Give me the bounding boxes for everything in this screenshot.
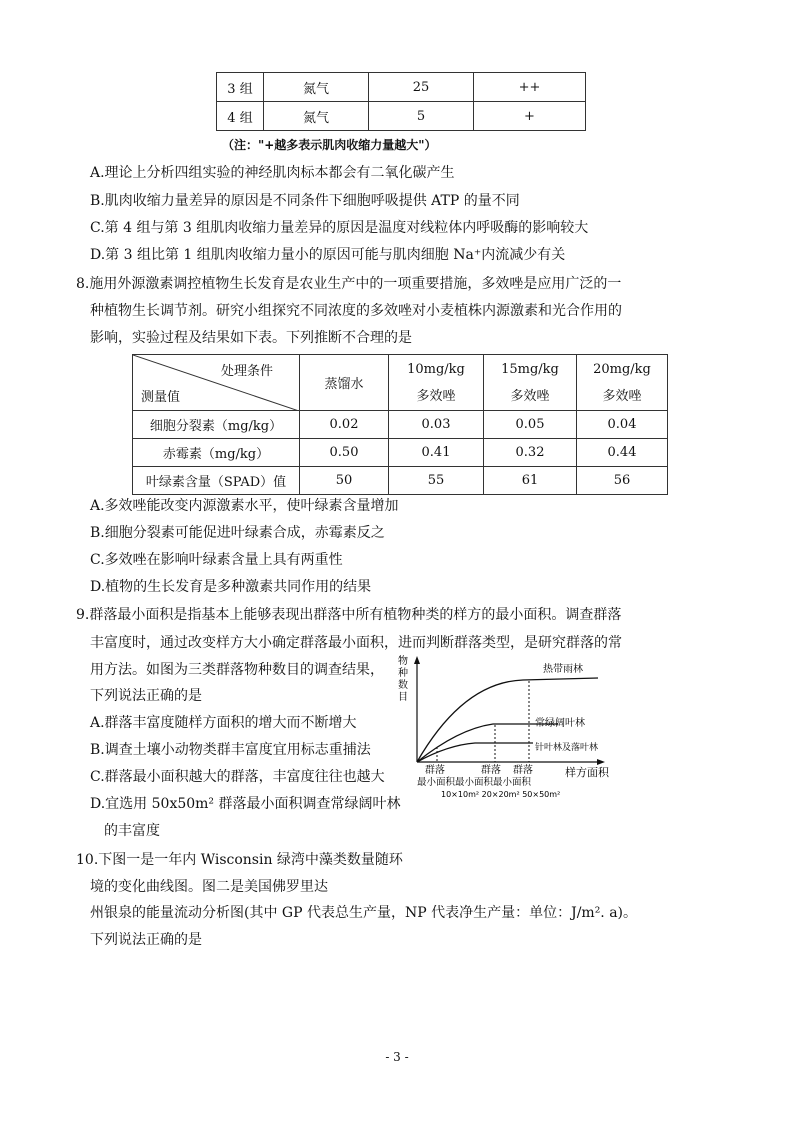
table-cell: 5 [369, 102, 474, 131]
column-header-line: 多效唑 [510, 388, 550, 404]
q9-option-d-cont: 的丰富度 [104, 823, 160, 839]
corner-top-label: 处理条件 [221, 364, 274, 379]
x-tick-label: 群落 [513, 765, 533, 776]
table-cell: 25 [369, 73, 474, 102]
curve-label: 常绿阔叶林 [535, 718, 585, 729]
y-axis-label: 数 [398, 680, 408, 691]
table-cell: 0.02 [300, 411, 389, 439]
x-tick-label: 10×10m² 20×20m² 50×50m² [441, 790, 561, 799]
table-header-row [133, 355, 668, 411]
page-number: - 3 - [385, 1050, 409, 1064]
row-label: 赤霉素（mg/kg） [133, 439, 300, 467]
column-header [300, 355, 389, 411]
q8-option-a: A.多效唑能改变内源激素水平，使叶绿素含量增加 [90, 498, 399, 514]
table-cell: 56 [577, 467, 668, 495]
x-tick-label: 最小面积最小面积最小面积 [417, 777, 532, 788]
table-cell: + [474, 102, 586, 131]
column-header-line: 10mg/kg [407, 361, 465, 377]
q9-stem-line: 9.群落最小面积是指基本上能够表现出群落中所有植物种类的样方的最小面积。调查群落 [76, 607, 622, 623]
y-axis-label: 目 [398, 692, 408, 703]
q7-option-c: C.第 4 组与第 3 组肌肉收缩力量差异的原因是温度对线粒体内呼吸酶的影响较大 [90, 220, 589, 236]
column-header-line: 15mg/kg [501, 361, 559, 377]
x-tick-label: 群落 [425, 765, 445, 776]
q7-option-a: A.理论上分析四组实验的神经肌肉标本都会有二氧化碳产生 [90, 165, 455, 181]
q8-stem-line: 影响，实验过程及结果如下表。下列推断不合理的是 [90, 330, 412, 346]
table-cell: 50 [300, 467, 389, 495]
table-row [133, 411, 668, 439]
table-cell: 0.41 [389, 439, 484, 467]
table-cell: 4 组 [217, 102, 264, 131]
table-row [217, 73, 586, 102]
table-cell: 0.44 [577, 439, 668, 467]
column-header [577, 355, 668, 411]
q10-stem-line: 10.下图一是一年内 Wisconsin 绿湾中藻类数量随环 [76, 852, 403, 868]
table-cell: 0.03 [389, 411, 484, 439]
table-cell: 55 [389, 467, 484, 495]
x-axis-arrow [597, 759, 605, 765]
table-cell: 0.05 [484, 411, 577, 439]
q9-stem-line: 丰富度时，通过改变样方大小确定群落最小面积，进而判断群落类型，是研究群落的常 [90, 635, 622, 651]
table-cell: 0.50 [300, 439, 389, 467]
q9-option-b: B.调查土壤小动物类群丰富度宜用标志重捕法 [90, 742, 371, 758]
table-cell: 氮气 [264, 102, 369, 131]
q8-option-c: C.多效唑在影响叶绿素含量上具有两重性 [90, 552, 343, 568]
x-tick-label: 群落 [481, 765, 501, 776]
table-cell: 0.32 [484, 439, 577, 467]
q8-option-b: B.细胞分裂素可能促进叶绿素合成，赤霉素反之 [90, 525, 385, 541]
table-row [133, 439, 668, 467]
table-cell: ++ [474, 73, 586, 102]
q10-stem-line: 境的变化曲线图。图二是美国佛罗里达 [90, 879, 328, 895]
table-corner-cell [133, 355, 300, 411]
table-hormone-results [132, 354, 668, 495]
q9-option-c: C.群落最小面积越大的群落，丰富度往往也越大 [90, 769, 385, 785]
q9-option-d: D.宜选用 50x50m² 群落最小面积调查常绿阔叶林 [90, 796, 401, 812]
table-experiment-groups [216, 72, 586, 131]
y-axis-arrow [414, 656, 420, 664]
table-row [133, 467, 668, 495]
q8-stem-line: 种植物生长调节剂。研究小组探究不同浓度的多效唑对小麦植株内源激素和光合作用的 [90, 303, 622, 319]
column-header-line: 蒸馏水 [324, 377, 364, 392]
curve-label: 热带雨林 [543, 664, 583, 675]
curve-label: 针叶林及落叶林 [535, 743, 599, 753]
q10-stem-line: 州银泉的能量流动分析图(其中 GP 代表总生产量，NP 代表净生产量：单位：J/m². a)。 [90, 905, 638, 921]
table-row [217, 102, 586, 131]
q7-option-b: B.肌肉收缩力量差异的原因是不同条件下细胞呼吸提供 ATP 的量不同 [90, 193, 520, 209]
column-header [484, 355, 577, 411]
q9-stem-line: 下列说法正确的是 [90, 688, 202, 704]
row-label: 细胞分裂素（mg/kg） [133, 411, 300, 439]
q7-option-d: D.第 3 组比第 1 组肌肉收缩力量小的原因可能与肌肉细胞 Na⁺内流减少有关 [90, 247, 566, 263]
y-axis-label: 种 [398, 668, 408, 679]
species-area-graph [393, 652, 618, 802]
table-note: （注："+越多表示肌肉收缩力量越大"） [222, 138, 437, 152]
table-cell: 0.04 [577, 411, 668, 439]
table-cell: 氮气 [264, 73, 369, 102]
row-label: 叶绿素含量（SPAD）值 [133, 467, 300, 495]
q10-stem-line: 下列说法正确的是 [90, 932, 202, 948]
table-cell: 3 组 [217, 73, 264, 102]
y-axis-label: 物 [398, 656, 408, 667]
column-header-line: 多效唑 [416, 388, 456, 404]
column-header-line: 多效唑 [602, 388, 642, 404]
table-cell: 61 [484, 467, 577, 495]
corner-bottom-label: 测量值 [141, 390, 181, 405]
curve-coniferous-deciduous [417, 743, 533, 762]
column-header [389, 355, 484, 411]
q9-stem-line: 用方法。如图为三类群落物种数目的调查结果， [90, 662, 384, 678]
q9-option-a: A.群落丰富度随样方面积的增大而不断增大 [90, 715, 357, 731]
column-header-line: 20mg/kg [593, 361, 651, 377]
q8-stem-line: 8.施用外源激素调控植物生长发育是农业生产中的一项重要措施，多效唑是应用广泛的一 [76, 276, 622, 292]
q8-option-d: D.植物的生长发育是多种激素共同作用的结果 [90, 579, 372, 595]
x-axis-label: 样方面积 [565, 766, 609, 779]
